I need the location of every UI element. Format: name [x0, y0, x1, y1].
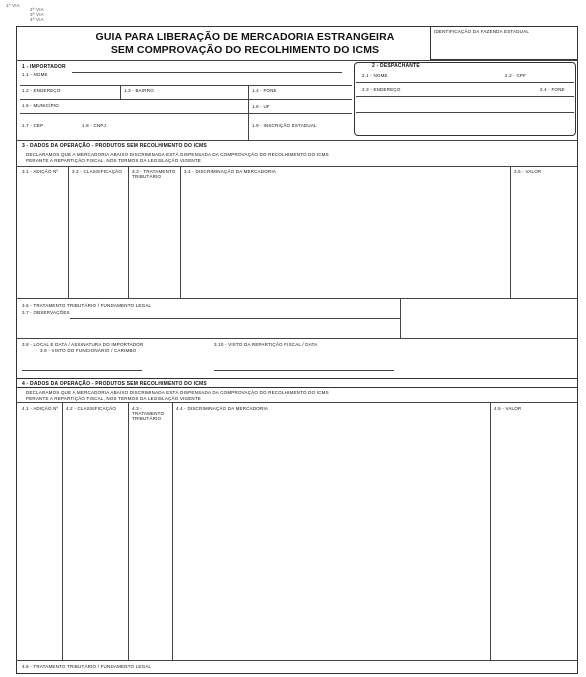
- attorney-phone-label: 2.4 - FONE: [540, 87, 565, 92]
- importer-district-label: 1.3 - BAIRRO: [124, 88, 154, 93]
- top-note-3: 3ª VIA: [30, 12, 44, 17]
- top-note-2: 2ª VIA: [30, 7, 44, 12]
- importer-cnpj-label: 1.8 - CNPJ: [82, 123, 107, 128]
- section4-col4-header: 4.4 - DISCRIMINAÇÃO DA MERCADORIA: [176, 406, 269, 411]
- importer-ie-label: 1.9 - INSCRIÇÃO ESTADUAL: [252, 123, 317, 128]
- section3-sign-label1: 3.8 - LOCAL E DATA / ASSINATURA DO IMPORTADOR: [22, 342, 144, 347]
- importer-address-label: 1.2 - ENDEREÇO: [22, 88, 61, 93]
- section4-col1-header: 4.1 - ADIÇÃO Nº: [22, 406, 59, 411]
- importer-section-label: 1 - IMPORTADOR: [22, 64, 66, 70]
- importer-name-label: 1.1 - NOME: [22, 72, 48, 77]
- attorney-cpf-label: 2.2 - CPF: [505, 73, 527, 78]
- importer-name-field[interactable]: [72, 72, 342, 73]
- section3-declaration-line2: PERANTE A REPARTIÇÃO FISCAL, NOS TERMOS DA LEGISLAÇÃO VIGENTE: [26, 158, 201, 163]
- section3-sign-label2: 3.9 - VISTO DO FUNCIONÁRIO / CARIMBO: [40, 348, 137, 353]
- section4-col2-header: 4.2 - CLASSIFICAÇÃO: [66, 406, 117, 411]
- section4-col3-header: 4.3 - TRATAMENTO TRIBUTÁRIO: [132, 406, 165, 421]
- section4-declaration-line1: DECLARAMOS QUE A MERCADORIA ABAIXO DISCRIMINADA ESTÁ DISPENSADA DA COMPROVAÇÃO DO RECOLHIMENTO DO ICMS: [26, 390, 329, 395]
- section3-title: 3 - DADOS DA OPERAÇÃO - PRODUTOS SEM RECOLHIMENTO DO ICMS: [22, 143, 207, 149]
- importer-city-label: 1.5 - MUNICÍPIO: [22, 103, 60, 108]
- importer-cep-label: 1.7 - CEP: [22, 123, 44, 128]
- section4-footer-label: 4.6 - TRATAMENTO TRIBUTÁRIO / FUNDAMENTO LEGAL: [22, 664, 152, 669]
- section4-col5-header: 4.5 - VALOR: [494, 406, 522, 411]
- section3-sign-label3: 3.10 - VISTO DA REPARTIÇÃO FISCAL / DATA: [214, 342, 318, 347]
- importer-state-label: 1.6 - UF: [252, 104, 270, 109]
- section3-col3-header: 3.3 - TRATAMENTO TRIBUTÁRIO: [132, 169, 176, 179]
- attorney-address-label: 2.3 - ENDEREÇO: [362, 87, 401, 92]
- attorney-name-label: 2.1 - NOME: [362, 73, 388, 78]
- lower-form-frame: [16, 378, 578, 674]
- section3-col2-header: 3.2 - CLASSIFICAÇÃO: [72, 169, 123, 174]
- section3-declaration-line1: DECLARAMOS QUE A MERCADORIA ABAIXO DISCRIMINADA ESTÁ DISPENSADA DA COMPROVAÇÃO DO RECOLHIMENTO DO ICMS: [26, 152, 329, 157]
- section3-col1-header: 3.1 - ADIÇÃO Nº: [22, 169, 59, 174]
- section3-col4-header: 3.4 - DISCRIMINAÇÃO DA MERCADORIA: [184, 169, 277, 174]
- section3-footer-label1: 3.6 - TRATAMENTO TRIBUTÁRIO / FUNDAMENTO LEGAL: [22, 303, 152, 308]
- attorney-section-label: 2 - DESPACHANTE: [372, 63, 420, 69]
- form-title-line1: GUIA PARA LIBERAÇÃO DE MERCADORIA ESTRANGEIRA: [95, 31, 395, 43]
- top-note-4: 4ª VIA: [30, 17, 44, 22]
- fazenda-label: IDENTIFICAÇÃO DA FAZENDA ESTADUAL: [434, 29, 530, 34]
- section4-declaration-line2: PERANTE A REPARTIÇÃO FISCAL, NOS TERMOS DA LEGISLAÇÃO VIGENTE: [26, 396, 201, 401]
- section3-col5-header: 3.5 - VALOR: [514, 169, 542, 174]
- top-note-1: 1ª VIA: [6, 3, 20, 8]
- section3-footer-label2: 3.7 - OBSERVAÇÕES: [22, 310, 70, 315]
- section4-title: 4 - DADOS DA OPERAÇÃO - PRODUTOS SEM RECOLHIMENTO DO ICMS: [22, 381, 207, 387]
- form-title: [60, 31, 430, 57]
- form-title-line2: SEM COMPROVAÇÃO DO RECOLHIMENTO DO ICMS: [110, 44, 380, 56]
- importer-phone-label: 1.4 - FONE: [252, 88, 277, 93]
